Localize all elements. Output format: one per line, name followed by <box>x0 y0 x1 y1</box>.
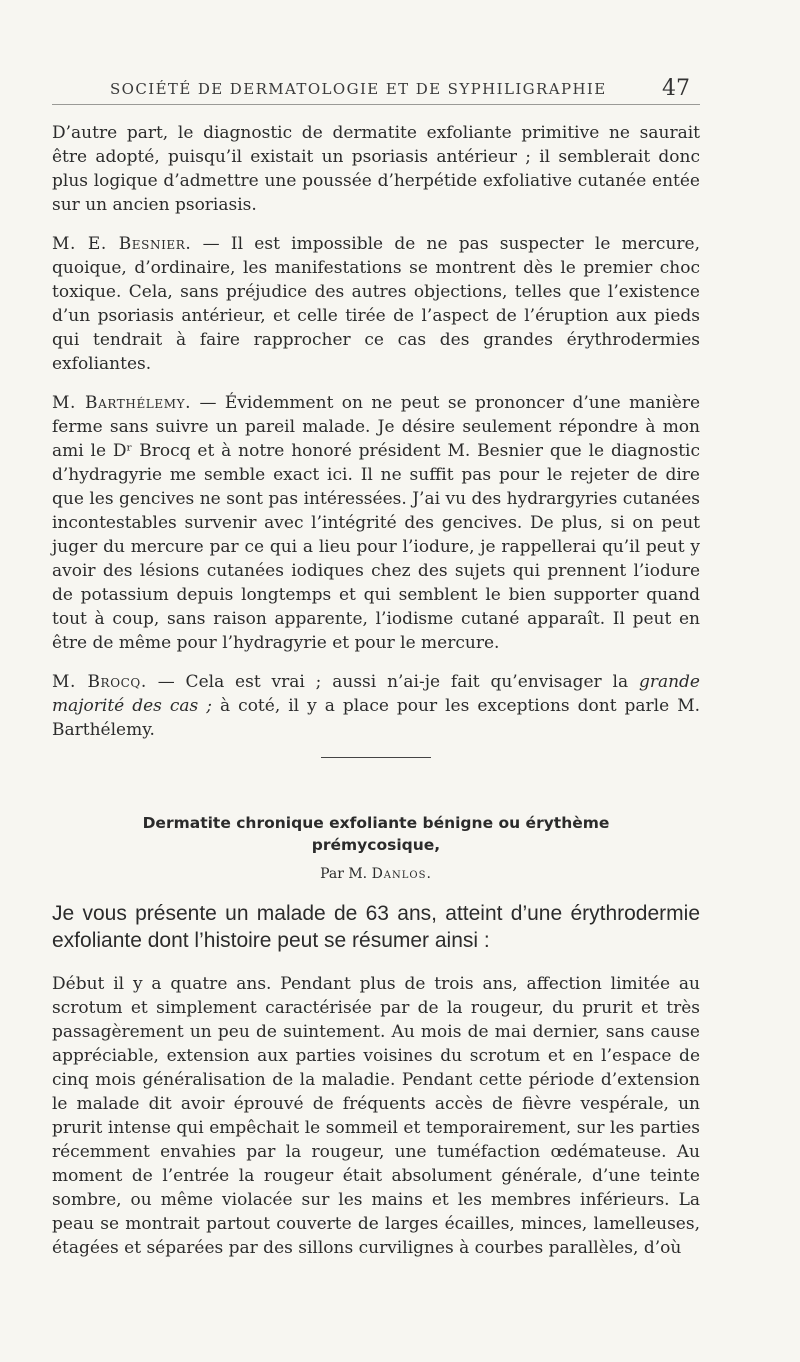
paragraph <box>52 232 700 376</box>
paragraph-text: — Il est impossible de ne pas suspecter le mercure, quoique, d’ordinaire, les manifestations se montrent dès le premier choc toxique. Cela, sans préjudice des autres objections, telles que l’existence d’un psoriasis antérieur, et celle tirée de l’aspect de l’éruption aux pieds qui tendrait à faire rapprocher ce cas des grandes érythrodermies exfoliantes. <box>52 234 700 374</box>
paragraph <box>52 121 700 217</box>
speaker-name: M. E. Besnier. <box>52 234 192 254</box>
article-title <box>52 812 700 856</box>
paragraph <box>52 670 700 742</box>
running-head: SOCIÉTÉ DE DERMATOLOGIE ET DE SYPHILIGRAPHIE <box>110 80 607 98</box>
discussion-section <box>52 121 700 742</box>
paragraph-text: D’autre part, le diagnostic de dermatite exfoliante primitive ne saurait être adopté, puisqu’il existait un psoriasis antérieur ; il semblerait donc plus logique d’admettre une poussée d’herpétide exfoliative cutanée entée sur un ancien psoriasis. <box>52 123 700 215</box>
speaker-name: M. Brocq. <box>52 672 147 692</box>
byline-prefix: Par M. <box>320 866 372 882</box>
paragraph-text: — Évidemment on ne peut se prononcer d’une manière ferme sans suivre un pareil malade. Je désire seulement répondre à mon ami le Dʳ Brocq et à notre honoré président M. Besnier que le diagnostic d’hydragyrie me semble exact ici. Il ne suffit pas pour le rejeter de dire que les gencives ne sont pas intéressées. J’ai vu des hydrargyries cutanées incontestables survenir avec l’intégrité des gencives. De plus, si on peut juger du mercure par ce qui a lieu pour l’iodure, je rappellerai qu’il peut y avoir des lésions cutanées iodiques chez des sujets qui prennent l’iodure de potassium depuis longtemps et qui semblent le bien supporter quand tout à coup, sans raison apparente, l’iodisme cutané apparaît. Il peut en être de même pour l’hydragyrie et pour le mercure. <box>52 393 700 653</box>
section-separator <box>321 757 431 758</box>
article-section <box>52 812 700 1260</box>
byline <box>52 866 700 882</box>
italic-phrase: grande majorité des cas ; <box>52 672 700 716</box>
document-page <box>52 78 700 1275</box>
byline-author: Danlos. <box>371 866 432 882</box>
page-header <box>52 78 700 105</box>
page-number: 47 <box>662 76 690 101</box>
article-title-line: prémycosique, <box>311 836 441 854</box>
paragraph: Début il y a quatre ans. Pendant plus de trois ans, affection limitée au scrotum et simplement caractérisée par de la rougeur, du prurit et très passagèrement un peu de suintement. Au mois de mai dernier, sans cause appréciable, extension aux parties voisines du scrotum et en l’espace de cinq mois généralisation de la maladie. Pendant cette période d’extension le malade dit avoir éprouvé de fréquents accès de fièvre vespérale, un prurit intense qui empêchait le sommeil et temporairement, sur les parties récemment envahies par la rougeur, une tuméfaction œdémateuse. Au moment de l’entrée la rougeur était absolument générale, d’une teinte sombre, ou même violacée sur les mains et les membres inférieurs. La peau se montrait partout couverte de larges écailles, minces, lamelleuses, étagées et séparées par des sillons curvilignes à courbes parallèles, d’où <box>52 974 700 1258</box>
lead-paragraph: Je vous présente un malade de 63 ans, atteint d’une érythrodermie exfoliante dont l’histoire peut se résumer ainsi : <box>52 902 700 952</box>
article-title-line: Dermatite chronique exfoliante bénigne ou érythème <box>142 814 610 832</box>
paragraph-text: à coté, il y a place pour les exceptions dont parle M. Barthélemy. <box>52 696 700 740</box>
paragraph-text: — Cela est vrai ; aussi n’ai-je fait qu’envisager la <box>146 672 639 692</box>
speaker-name: M. Barthélemy. <box>52 393 192 413</box>
paragraph <box>52 391 700 655</box>
